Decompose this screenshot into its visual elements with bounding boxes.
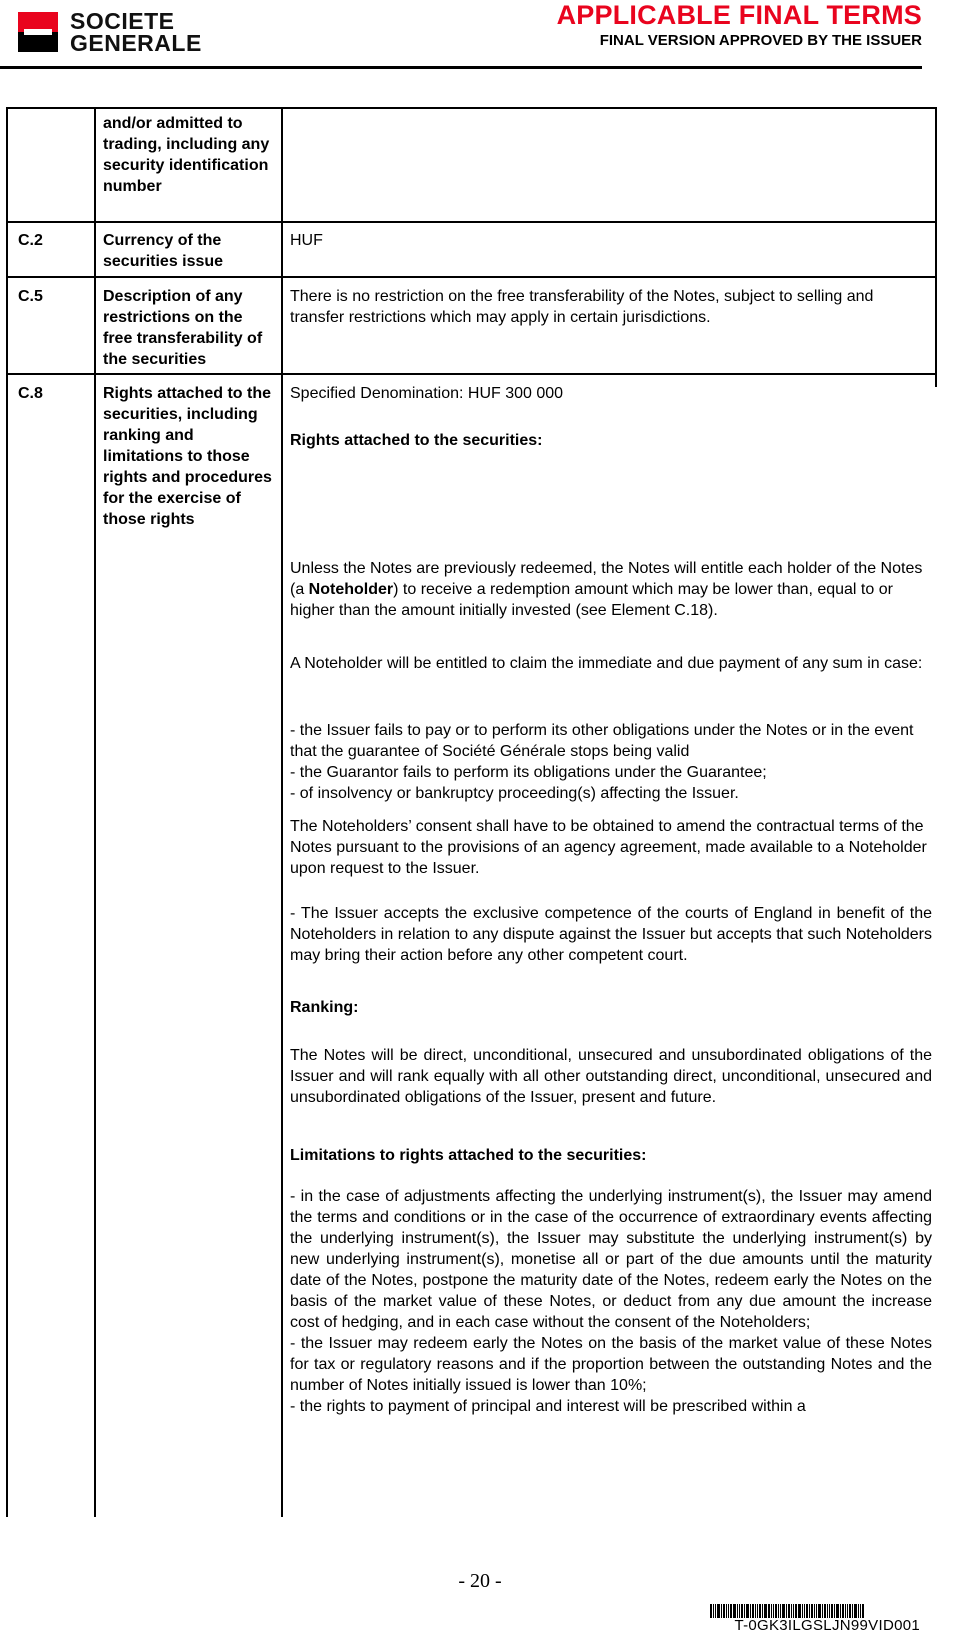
societe-generale-logo [18, 8, 246, 60]
logo-mark-icon [18, 12, 58, 52]
barcode-bar [717, 1604, 720, 1618]
barcode-bar [822, 1604, 823, 1618]
row-value-c5: There is no restriction on the free transferability of the Notes, subject to selling and transfer restrictions which may apply in certain jurisdictions. [290, 288, 874, 326]
barcode-bar [860, 1604, 861, 1618]
barcode-bar [827, 1604, 828, 1618]
document-subtitle: FINAL VERSION APPROVED BY THE ISSUER [599, 32, 922, 49]
barcode-bar [786, 1604, 787, 1618]
barcode-bar [802, 1604, 803, 1618]
barcode-bar [854, 1604, 857, 1618]
logo-line-1: SOCIETE [70, 8, 175, 34]
entitled-paragraph: A Noteholder will be entitled to claim the immediate and due payment of any sum in case: [290, 655, 923, 672]
specified-denomination: Specified Denomination: HUF 300 000 [290, 385, 564, 402]
barcode-bar [829, 1604, 830, 1618]
barcode-bar [757, 1604, 758, 1618]
rights-heading: Rights attached to the securities: [290, 432, 543, 449]
limitation-3: - the rights to payment of principal and interest will be prescribed within a [290, 1398, 806, 1415]
barcode-bar [775, 1604, 777, 1618]
row-code-c2: C.2 [18, 232, 43, 249]
row-label-continued: and/or admitted to trading, including any security identification number [103, 115, 270, 195]
table-border-top [6, 107, 937, 109]
barcode-bar [728, 1604, 729, 1618]
barcode-bar [824, 1604, 826, 1618]
redemption-text-start: Unless the Notes are previously redeemed, the Notes will entitle each holder of the Notes (a [290, 560, 923, 598]
barcode-bar [744, 1604, 745, 1618]
barcode-bar [768, 1604, 770, 1618]
barcode-bar [715, 1604, 716, 1618]
barcode-bar [771, 1604, 772, 1618]
barcode-icon [710, 1604, 920, 1618]
page-number: - 20 - [458, 1570, 502, 1592]
barcode-bar [788, 1604, 790, 1618]
barcode-bar [780, 1604, 781, 1618]
logo-line-2: GENERALE [70, 30, 202, 56]
limitation-2: - the Issuer may redeem early the Notes on the basis of the market value of these Notes for tax or regulatory reasons and if the proportion between the outstanding Notes and the number of Notes initially issued is lower than 10%; [290, 1335, 932, 1394]
barcode-bar [814, 1604, 815, 1618]
table-border-right [935, 107, 937, 387]
default-case-1: - the Issuer fails to pay or to perform its other obligations under the Notes or in the event that the guarantee of Société Générale stops being valid [290, 722, 914, 760]
limitations-list [290, 1186, 932, 1417]
row-value-c2: HUF [290, 232, 323, 249]
barcode-bar [836, 1604, 839, 1618]
barcode-bar [741, 1604, 743, 1618]
row-divider [6, 276, 937, 278]
barcode-bar [782, 1604, 785, 1618]
courts-paragraph: - The Issuer accepts the exclusive competence of the courts of England in benefit of the Noteholders in relation to any dispute against the Issuer but accepts that such Noteholders may bring their action before any other competent court. [290, 905, 932, 964]
default-cases-list [290, 720, 932, 804]
barcode-bar [858, 1604, 859, 1618]
barcode-bar [737, 1604, 738, 1618]
row-label-c5: Description of any restrictions on the free transferability of the securities [103, 288, 263, 368]
row-code-c5: C.5 [18, 288, 43, 305]
page-header [0, 0, 960, 72]
barcode-bar [849, 1604, 851, 1618]
barcode-bar [862, 1604, 864, 1618]
ranking-paragraph: The Notes will be direct, unconditional, unsecured and unsubordinated obligations of the Issuer and will rank equally with all other outstanding direct, unconditional, unsecured and unsubordinated obligations of the Issuer, present and future. [290, 1047, 932, 1106]
barcode-bar [834, 1604, 835, 1618]
barcode-bar [755, 1604, 756, 1618]
barcode-bar [739, 1604, 740, 1618]
barcode-bar [721, 1604, 722, 1618]
barcode-bar [806, 1604, 808, 1618]
table-column-divider-2 [281, 107, 283, 1517]
barcode-bar [811, 1604, 813, 1618]
row-label-c2: Currency of the securities issue [103, 232, 224, 270]
table-column-divider-1 [94, 107, 96, 1517]
default-case-3: - of insolvency or bankruptcy proceeding(s) affecting the Issuer. [290, 785, 739, 802]
redemption-text-end: ) to receive a redemption amount which may be lower than, equal to or higher than the amount initially invested (see Element C.18). [290, 581, 893, 619]
barcode-bar [762, 1604, 763, 1618]
barcode-bar [713, 1604, 714, 1618]
barcode-bar [845, 1604, 846, 1618]
barcode-bar [733, 1604, 736, 1618]
barcode-bar [818, 1604, 821, 1618]
table-border-left [6, 107, 8, 1517]
default-case-2: - the Guarantor fails to perform its obligations under the Guarantee; [290, 764, 767, 781]
barcode-bar [809, 1604, 810, 1618]
limitations-heading: Limitations to rights attached to the securities: [290, 1147, 647, 1164]
redemption-paragraph [290, 558, 932, 621]
barcode-bar [759, 1604, 761, 1618]
barcode-bar [795, 1604, 797, 1618]
header-divider [0, 66, 922, 69]
barcode-bar [842, 1604, 844, 1618]
document-title: APPLICABLE FINAL TERMS [556, 0, 922, 30]
logo-wordmark [70, 10, 202, 54]
row-divider [6, 373, 937, 375]
barcode-bar [793, 1604, 794, 1618]
row-divider [6, 221, 937, 223]
consent-paragraph: The Noteholders’ consent shall have to be obtained to amend the contractual terms of the Notes pursuant to the provisions of an agency agreement, made available to a Noteholder upon request to the Issuer. [290, 818, 927, 877]
barcode-bar [791, 1604, 792, 1618]
barcode-bar [773, 1604, 774, 1618]
barcode-bar [746, 1604, 749, 1618]
barcode-bar [831, 1604, 833, 1618]
barcode-bar [752, 1604, 754, 1618]
barcode-bar [726, 1604, 727, 1618]
barcode-bar [847, 1604, 848, 1618]
noteholder-term: Noteholder [308, 581, 394, 598]
barcode-bar [852, 1604, 853, 1618]
barcode-bar [798, 1604, 801, 1618]
document-code: T-0GK3ILGSLJN99VID001 [734, 1617, 920, 1634]
barcode-bar [778, 1604, 779, 1618]
summary-table [6, 107, 936, 1517]
barcode-bar [816, 1604, 817, 1618]
barcode-bar [710, 1604, 712, 1618]
barcode-bar [723, 1604, 725, 1618]
row-code-c8: C.8 [18, 385, 43, 402]
barcode-bar [804, 1604, 805, 1618]
barcode-bar [840, 1604, 841, 1618]
ranking-heading: Ranking: [290, 999, 359, 1016]
barcode-bar [730, 1604, 732, 1618]
row-label-c8: Rights attached to the securities, including ranking and limitations to those rights and procedures for the exercise of those rights [103, 385, 272, 528]
limitation-1: - in the case of adjustments affecting the underlying instrument(s), the Issuer may amend the terms and conditions or in the case of the occurrence of extraordinary events affecting the underlying instrument(s), the Issuer may substitute the underlying instrument(s) by new underlying instrument(s), monetise all or part of the due amounts until the maturity date of the Notes, postpone the maturity date of the Notes, redeem early the Notes on the basis of the market value of these Notes, or deduct from any due amount the increase cost of hedging, and in each case without the consent of the Noteholders; [290, 1188, 932, 1331]
barcode-bar [750, 1604, 751, 1618]
barcode-bar [764, 1604, 767, 1618]
